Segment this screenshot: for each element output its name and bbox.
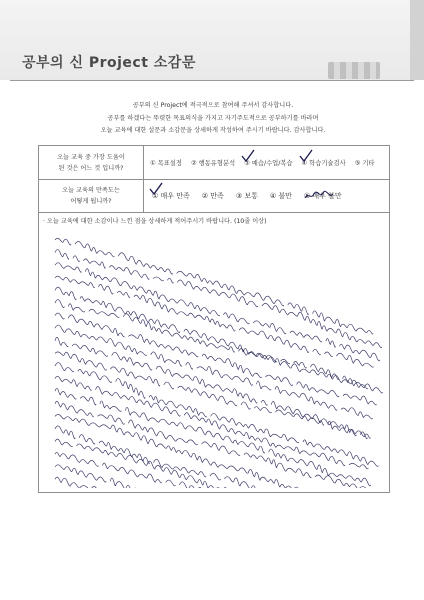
satisfaction-unsatisfied[interactable]: ④ 불만 <box>269 192 292 200</box>
satisfaction-very-satisfied[interactable]: ① 매우 만족 <box>152 191 190 201</box>
handwritten-comment <box>53 234 387 488</box>
header-divider <box>10 80 414 81</box>
handwriting-line <box>55 363 378 467</box>
intro-line-2: 공부를 하겠다는 뚜렷한 목표의식을 가지고 자기주도적으로 공부하기를 바라며 <box>107 114 319 122</box>
survey-table <box>38 145 390 493</box>
intro-line-1: 공부의 신 Project에 적극적으로 참여해 주셔서 감사합니다. <box>132 102 294 109</box>
header-band <box>0 0 424 80</box>
question-satisfaction-label: 오늘 교육의 만족도는 어떻게 됩니까? <box>39 180 144 212</box>
handwriting-strokes <box>55 238 386 488</box>
handwriting-line <box>55 238 377 334</box>
satisfaction-options <box>144 180 389 212</box>
helpful-option-behavior[interactable]: ② 행동유형분석 <box>190 160 236 167</box>
handwriting-line <box>55 352 371 439</box>
handwriting-line <box>55 249 386 347</box>
helpful-option-etc[interactable]: ⑤ 기타 <box>354 160 375 167</box>
helpful-option-skill[interactable]: ④ 학습기술검사 <box>302 158 346 167</box>
helpful-option-goal[interactable]: ① 목표설정 <box>150 160 182 167</box>
intro-line-3: 오늘 교육에 대한 설문과 소감문을 상세하게 작성하여 주시기 바랍니다. 감사합니다. <box>100 127 326 135</box>
check-mark-icon <box>299 149 313 163</box>
check-mark-icon <box>149 182 163 196</box>
comment-prompt: · 오늘 교육에 대한 소감이나 느낀 점을 상세하게 적어주시기 바랍니다. (10줄 이상) <box>43 218 267 225</box>
scribble-mark-icon <box>302 190 336 202</box>
question-row-helpful <box>39 146 389 180</box>
blurred-name-mark <box>328 62 380 79</box>
helpful-option-study[interactable]: ③ 예습/수업/복습 <box>244 158 292 167</box>
satisfaction-satisfied[interactable]: ② 만족 <box>201 192 224 200</box>
satisfaction-normal[interactable]: ③ 보통 <box>235 192 258 200</box>
handwriting-line <box>55 465 374 488</box>
handwriting-line <box>55 401 374 488</box>
question-row-satisfaction <box>39 180 389 213</box>
intro-text <box>28 100 398 138</box>
handwriting-line <box>55 414 376 488</box>
satisfaction-very-unsatisfied[interactable]: ⑤ 매우 불만 <box>303 192 342 200</box>
handwriting-line <box>55 388 374 485</box>
handwriting-line <box>55 376 368 469</box>
question-helpful-label: 오늘 교육 중 가장 도움이 된 것은 어느 것 입니까? <box>39 146 144 179</box>
handwriting-line <box>55 477 354 488</box>
header-edge <box>410 0 424 80</box>
page-title: 공부의 신 Project 소감문 <box>22 55 196 71</box>
check-mark-icon <box>241 149 255 163</box>
helpful-options <box>144 146 389 179</box>
handwriting-line <box>55 313 380 405</box>
